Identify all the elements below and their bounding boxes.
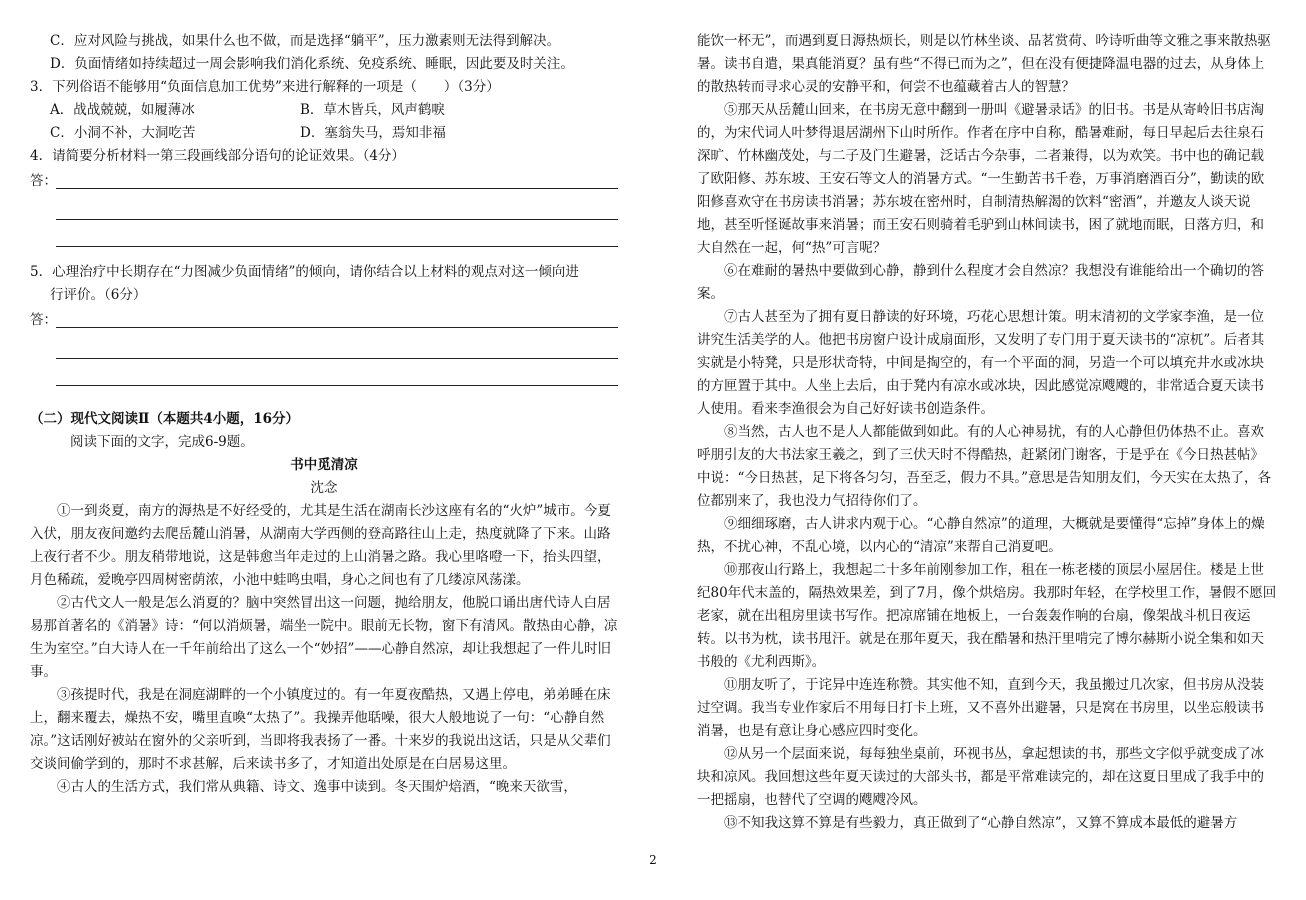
left-column	[30, 30, 618, 799]
right-column	[697, 30, 1277, 835]
paragraph-9: ⑨细细琢磨，古人讲求内观于心。“心静自然凉”的道理，大概就是要懂得“忘掉”身体上的燥热，不扰心神，不乱心境，以内心的“清凉”来帮自己消夏吧。	[697, 516, 1265, 555]
q3-options-row1	[30, 99, 618, 122]
q5-answer-line-3[interactable]	[56, 359, 618, 386]
article-author: 沈念	[310, 480, 338, 496]
section-title: （二）现代文阅读Ⅱ（本题共4小题，16分）	[30, 411, 300, 427]
paragraph-3: ③孩提时代，我是在洞庭湖畔的一个小镇度过的。有一年夏夜酷热，又遇上停电，弟弟睡在床上，翻来覆去，燥热不安，嘴里直喚“太热了”。我操弄他聒噪，很大人般地说了一句：“心静自然凉。”这话刚好被站在窗外的父亲听到，当即将我表扬了一番。十来岁的我说出这话，只是从父辈们交谈间偷学到的，那时不求甚解，后来读书多了，才知道出处原是在白居易这里。	[30, 687, 611, 772]
q4-answer-line-2[interactable]	[56, 193, 618, 220]
q5-answer-line-2[interactable]	[56, 332, 618, 359]
section-instruction: 阅读下面的文字，完成6-9题。	[70, 434, 254, 450]
article-title: 书中觅清凉	[290, 457, 358, 473]
q3-option-b: B．草木皆兵，风声鹤唳	[300, 102, 445, 118]
paragraph-1: ①一到炎夏，南方的溽热是不好经受的，尤其是生活在湖南长沙这座有名的“火炉”城市。今夏入伏，朋友夜间邀约去爬岳麓山消暑，从湖南大学西侧的登高路往山上走，热度就降了下来。山路上夜行者不少。朋友稍带地说，这是韩愈当年走过的上山消暑之路。我心里咯噔一下，抬头四望，月色稀疏，爱晚亭四周树密荫浓，小池中蛙鸣虫唱，身心之间也有了几缕凉风荡漾。	[30, 503, 611, 588]
paragraph-8: ⑧当然，古人也不是人人都能做到如此。有的人心神易扰，有的人心静但仍体热不止。喜欢呼朋引友的大书法家王羲之，到了三伏天时不得酷热，赶紧闭门谢客，于是乎在《今日热甚帖》中说：“今日热甚，足下将各匀匀，吾至乏，假力不具。”意思是告知朋友们，今天实在太热了，各位都别来了，我也没力气招待你们了。	[697, 424, 1272, 509]
q5-answer-line-1[interactable]	[30, 309, 618, 332]
paragraph-12: ⑫从另一个层面来说，每每独坐桌前，环视书丛，拿起想读的书，那些文字似乎就变成了冰块和凉风。我回想这些年夏天读过的大部头书，都是平常难读完的，却在这夏日里成了我手中的一把摇扇，也替代了空调的飕飕冷风。	[697, 746, 1264, 808]
paragraph-4-cont: 能饮一杯无”，而遇到夏日溽热烦长，则是以竹林坐谈、品茗赏荷、吟诗听曲等文雅之事来散热驱暑。读书自遣，果真能消夏？虽有些“不得已而为之”，但在没有便捷降温电器的过去，从身体上的散热转而寻求心灵的安静平和，何尝不也蕴藏着古人的智慧？	[697, 33, 1271, 95]
q2-option-d: D．负面情绪如持续超过一周会影响我们消化系统、免疫系统、睡眠，因此要及时关注。	[50, 56, 574, 72]
q4-answer-line-1[interactable]	[30, 170, 618, 193]
q4-answer-label: 答：	[30, 173, 57, 189]
q3-option-c: C．小洞不补，大洞吃苦	[50, 125, 196, 141]
paragraph-13: ⑬不知我这算不算是有些毅力，真正做到了“心静自然凉”，又算不算成本最低的避暑方	[724, 815, 1238, 831]
q3-option-d: D．塞翁失马，焉知非福	[300, 125, 446, 141]
q4-stem: 4．请简要分析材料一第三段画线部分语句的论证效果。（4分）	[30, 148, 405, 164]
q2-option-c: C．应对风险与挑战，如果什么也不做，而是选择“躺平”，压力激素则无法得到解决。	[50, 33, 561, 49]
q3-option-a: A．战战兢兢，如履薄冰	[50, 102, 195, 118]
q5-answer-label: 答：	[30, 312, 57, 328]
q5-stem-line1: 5．心理治疗中长期存在“力图减少负面情绪”的倾向，请你结合以上材料的观点对这一倾向进	[30, 264, 579, 280]
q3-stem: 3．下列俗语不能够用“负面信息加工优势”来进行解释的一项是（ ）（3分）	[30, 79, 500, 95]
page-number: 2	[649, 853, 657, 867]
q5-stem-line2: 行评价。（6分）	[50, 287, 147, 303]
paragraph-2: ②古代文人一般是怎么消夏的？脑中突然冒出这一问题，抛给朋友，他脱口诵出唐代诗人白居易那首著名的《消暑》诗：“何以消烦暑，端坐一院中。眼前无长物，窗下有清风。散热由心静，凉生为室空。”白大诗人在一千年前给出了这么一个“妙招”——心静自然凉，却让我想起了一件儿时旧事。	[30, 595, 618, 680]
q3-options-row2	[30, 122, 618, 145]
paragraph-7: ⑦古人甚至为了拥有夏日静读的好环境，巧花心思想计策。明末清初的文学家李渔，是一位讲究生活美学的人。他把书房窗户设计成扇面形，又发明了专门用于夏天读书的“凉杌”。后者其实就是小特凳，只是形状奇特，中间是掏空的，有一个平面的洞，另造一个可以填充井水或冰块的方匣置于其中。人坐上去后，由于凳内有凉水或冰块，因此感觉凉飕飕的，非常适合夏天读书人使用。看来李渔很会为自己好好读书创造条件。	[697, 309, 1265, 417]
paragraph-6: ⑥在难耐的暑热中要做到心静，静到什么程度才会自然凉？我想没有谁能给出一个确切的答案。	[697, 263, 1264, 302]
paragraph-10: ⑩那夜山行路上，我想起二十多年前刚参加工作，租在一栋老楼的顶层小屋居住。楼是上世纪80年代末盖的，隔热效果差，到了7月，像个烘焙房。我那时年轻，在学校里工作，暑假不愿回老家，就在出租房里读书写作。把凉席铺在地板上，一台轰轰作响的台扇，像架战斗机日夜运转。以书为枕，读书甩汗。就是在那年夏天，我在酷暑和热汗里啃完了博尔赫斯小说全集和如天书般的《尤利西斯》。	[697, 562, 1277, 670]
paragraph-4: ④古人的生活方式，我们常从典籍、诗文、逸事中读到。冬天围炉焙酒，“晚来天欲雪，	[57, 779, 577, 795]
paragraph-11: ⑪朋友听了，于诧异中连连称赞。其实他不知，直到今天，我虽搬过几次家，但书房从没装过空调。我当专业作家后不用每日打卡上班，又不喜外出避暑，只是窝在书房里，以坐忘般读书消暑，也是有意让身心感应四时变化。	[697, 677, 1264, 739]
q4-answer-line-3[interactable]	[56, 220, 618, 247]
paragraph-5: ⑤那天从岳麓山回来，在书房无意中翻到一册叫《避暑录话》的旧书。书是从寄岭旧书店淘的，为宋代词人叶梦得退居湖州下山时所作。作者在序中自称，酷暑难耐，每日早起后去往泉石深旷、竹林幽茂处，与二子及门生避暑，泛话古今杂事，二者兼得，以为欢笑。书中也的确记载了欧阳修、苏东坡、王安石等文人的消暑方式。“一生勤苦书千卷，万事消磨酒百分”，勤读的欧阳修喜欢守在书房读书消暑；苏东坡在密州时，自制清热解渴的饮料“密酒”，并邀友人谈天说地，甚至听怪诞故事来消暑；而王安石则骑着毛驴到山林间读书，困了就地而眠，日落方归，和大自然在一起，何“热”可言呢？	[697, 102, 1265, 256]
